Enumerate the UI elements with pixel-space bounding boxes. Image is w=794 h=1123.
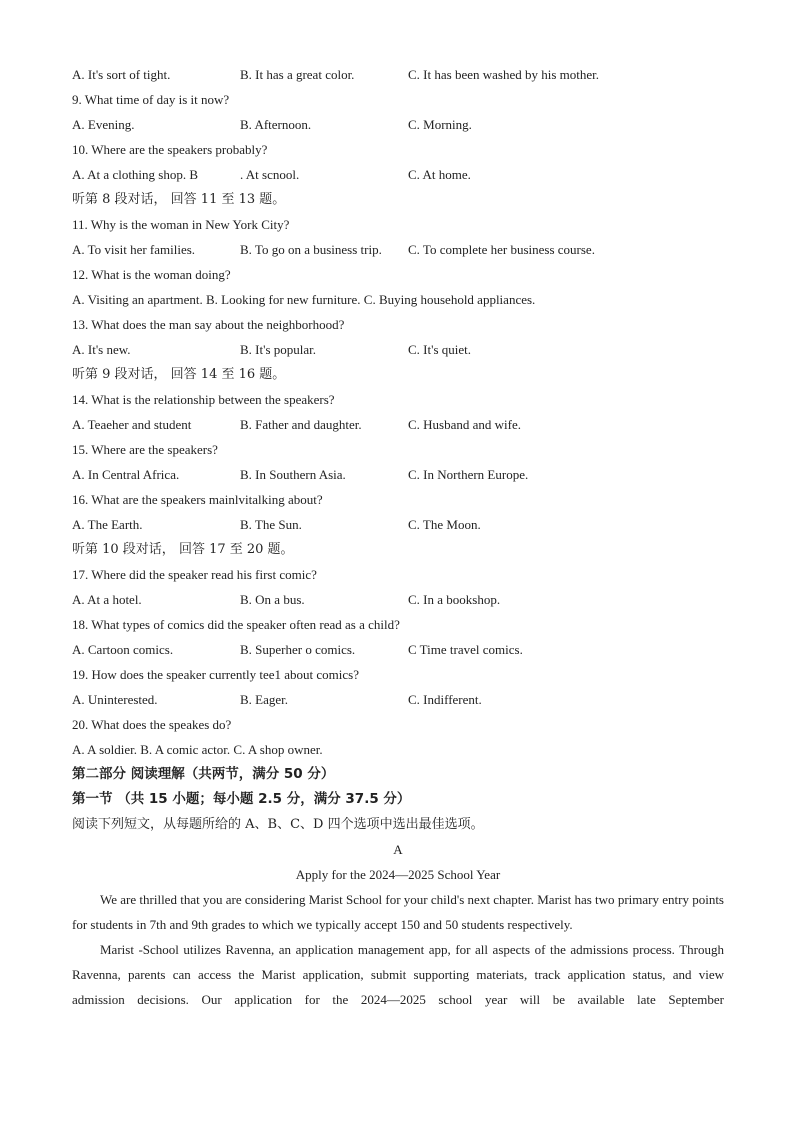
option-a: A. Evening. bbox=[72, 117, 135, 132]
question: 11. Why is the woman in New York City? bbox=[72, 217, 290, 232]
answer-options bbox=[72, 62, 724, 87]
option-c: C. In Northern Europe. bbox=[408, 467, 529, 482]
option-a: A. Cartoon comics. bbox=[72, 642, 174, 657]
question: 17. Where did the speaker read his first comic? bbox=[72, 567, 317, 582]
option-b: B. Superher o comics. bbox=[240, 642, 356, 657]
option-c: C. At home. bbox=[408, 167, 471, 182]
answer-options bbox=[72, 237, 724, 262]
reading-instruction: 阅读下列短文，从每题所给的 A、B、C、D 四个选项中选出最佳选项。 bbox=[72, 817, 484, 832]
option-c: C. The Moon. bbox=[408, 517, 481, 532]
passage-paragraph-1: We are thrilled that you are considering Marist School for your child's next chapter. Marist has two primary entry points for students in 7th and 9th grades to which we typically accept 150 and 50 students respectively. bbox=[72, 892, 724, 932]
answer-options bbox=[72, 112, 724, 137]
option-a: A. At a hotel. bbox=[72, 592, 142, 607]
answer-options bbox=[72, 412, 724, 437]
answer-options bbox=[72, 637, 724, 662]
option-c: C. In a bookshop. bbox=[408, 592, 501, 607]
option-c: C Time travel comics. bbox=[408, 642, 523, 657]
listening-instruction: 听第 9 段对话， 回答 14 至 16 题。 bbox=[72, 367, 286, 382]
option-c: C. To complete her business course. bbox=[408, 242, 595, 257]
question: 10. Where are the speakers probably? bbox=[72, 142, 268, 157]
option-a: A. It's sort of tight. bbox=[72, 67, 171, 82]
question: 9. What time of day is it now? bbox=[72, 92, 230, 107]
option-c: C. Indifferent. bbox=[408, 692, 482, 707]
option-a: A. At a clothing shop. B bbox=[72, 167, 199, 182]
option-b: B. The Sun. bbox=[240, 517, 302, 532]
question: 14. What is the relationship between the speakers? bbox=[72, 392, 335, 407]
option-b: B. To go on a business trip. bbox=[240, 242, 382, 257]
question: 15. Where are the speakers? bbox=[72, 442, 218, 457]
passage-letter: A bbox=[393, 842, 403, 857]
answer-options bbox=[72, 462, 724, 487]
option-a: A. To visit her families. bbox=[72, 242, 196, 257]
answer-options: A. Visiting an apartment. B. Looking for new furniture. C. Buying household appliances. bbox=[72, 292, 536, 307]
option-b: B. Eager. bbox=[240, 692, 289, 707]
option-b: B. Afternoon. bbox=[240, 117, 312, 132]
answer-options: A. A soldier. B. A comic actor. C. A shop owner. bbox=[72, 742, 323, 757]
passage-paragraph-2: Marist -School utilizes Ravenna, an application management app, for all aspects of the admissions process. Through Ravenna, parents can access the Marist application, submit supporting materiats, track application status, and view admission decisions. Our application for the 2024—2025 school year will be available late September bbox=[72, 942, 724, 1007]
option-a: A. The Earth. bbox=[72, 517, 143, 532]
answer-options bbox=[72, 162, 724, 187]
listening-instruction: 听第 10 段对话， 回答 17 至 20 题。 bbox=[72, 542, 294, 557]
part2-heading: 第二部分 阅读理解（共两节，满分 50 分） bbox=[72, 766, 335, 782]
question: 20. What does the speakes do? bbox=[72, 717, 232, 732]
listening-section bbox=[72, 62, 724, 762]
question: 18. What types of comics did the speaker often read as a child? bbox=[72, 617, 400, 632]
option-a: A. Uninterested. bbox=[72, 692, 158, 707]
option-b: B. In Southern Asia. bbox=[240, 467, 346, 482]
exam-page bbox=[72, 62, 724, 1012]
answer-options bbox=[72, 512, 724, 537]
option-b: . At scnool. bbox=[240, 167, 300, 182]
option-c: C. It has been washed by his mother. bbox=[408, 67, 599, 82]
option-b: B. It has a great color. bbox=[240, 67, 355, 82]
option-a: A. Teaeher and student bbox=[72, 417, 192, 432]
answer-options bbox=[72, 337, 724, 362]
question: 13. What does the man say about the neighborhood? bbox=[72, 317, 345, 332]
question: 12. What is the woman doing? bbox=[72, 267, 231, 282]
listening-instruction: 听第 8 段对话， 回答 11 至 13 题。 bbox=[72, 192, 286, 207]
option-b: B. It's popular. bbox=[240, 342, 317, 357]
answer-options bbox=[72, 587, 724, 612]
option-c: C. Husband and wife. bbox=[408, 417, 522, 432]
option-b: B. Father and daughter. bbox=[240, 417, 362, 432]
option-b: B. On a bus. bbox=[240, 592, 305, 607]
question: 16. What are the speakers mainlvitalking about? bbox=[72, 492, 323, 507]
option-a: A. It's new. bbox=[72, 342, 131, 357]
passage-title: Apply for the 2024—2025 School Year bbox=[295, 867, 501, 882]
option-a: A. In Central Africa. bbox=[72, 467, 180, 482]
section1-heading: 第一节 （共 15 小题；每小题 2.5 分，满分 37.5 分） bbox=[72, 791, 411, 807]
answer-options bbox=[72, 687, 724, 712]
option-c: C. Morning. bbox=[408, 117, 472, 132]
option-c: C. It's quiet. bbox=[408, 342, 472, 357]
question: 19. How does the speaker currently tee1 about comics? bbox=[72, 667, 359, 682]
